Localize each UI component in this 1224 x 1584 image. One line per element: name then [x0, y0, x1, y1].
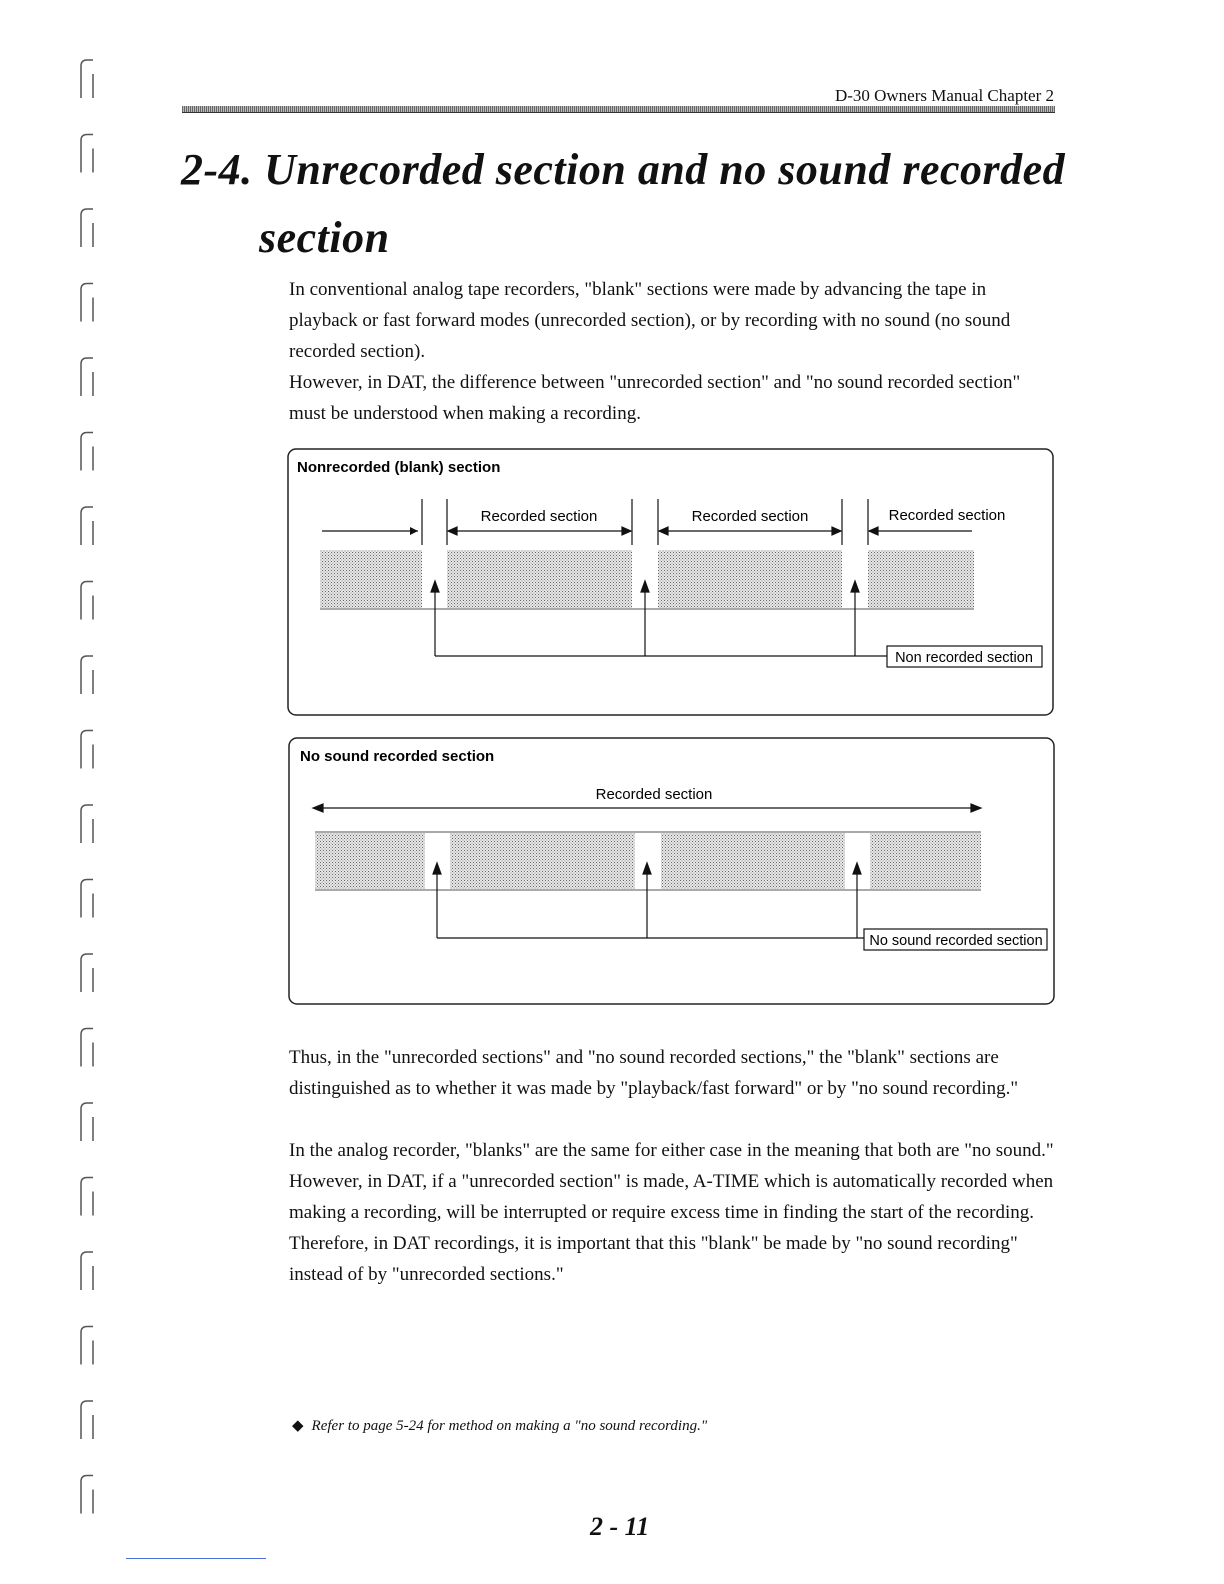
binder-ring — [81, 1327, 93, 1365]
binder-ring — [81, 358, 93, 396]
segment-arrows — [448, 527, 972, 535]
intro-text — [289, 274, 1059, 429]
binder-ring — [81, 209, 93, 247]
figure-no-sound-recorded-section — [287, 736, 1057, 1008]
header-rule — [182, 106, 1055, 113]
binder-ring — [81, 805, 93, 843]
body-text — [289, 1042, 1059, 1290]
figure1-title: Nonrecorded (blank) section — [297, 459, 501, 476]
figure2-diagram — [287, 736, 1057, 1008]
section-title-line1: Unrecorded section and no sound recorded — [264, 145, 1066, 194]
intro-paragraph-2: However, in DAT, the difference between "unrecorded section" and "no sound recorded section" must be understood when making a recording. — [289, 372, 1021, 424]
binder-ring — [81, 1401, 93, 1439]
binder-ring — [81, 1476, 93, 1514]
binder-ring — [81, 135, 93, 173]
section-title-line2: section — [259, 213, 390, 262]
figure-nonrecorded-section — [286, 447, 1056, 719]
figure1-segment-label-3: Recorded section — [888, 507, 1006, 524]
binder-rings-decoration — [78, 56, 98, 1536]
figure2-tape-blocks — [315, 833, 981, 889]
figure2-title: No sound recorded section — [300, 748, 495, 765]
figure2-span-arrow — [313, 804, 981, 812]
figure1-diagram — [286, 447, 1056, 719]
binder-ring — [81, 1103, 93, 1141]
binder-ring — [81, 1178, 93, 1216]
body-paragraph-4: Therefore, in DAT recordings, it is important that this "blank" be made by "no sound recording" instead of by "unrecorded sections." — [289, 1233, 1018, 1285]
binder-ring — [81, 1029, 93, 1067]
page-number: 2 - 11 — [590, 1512, 650, 1541]
binder-ring — [81, 731, 93, 769]
section-number: 2-4. — [181, 145, 253, 194]
figure1-segment-label-2: Recorded section — [691, 508, 809, 525]
lead-in-arrowhead — [410, 527, 418, 535]
section-title — [181, 144, 1065, 195]
binder-ring — [81, 433, 93, 471]
footer-line — [126, 1558, 266, 1559]
binder-ring — [81, 284, 93, 322]
body-paragraph-2: In the analog recorder, "blanks" are the same for either case in the meaning that both are "no sound." — [289, 1140, 1054, 1161]
binder-ring — [81, 507, 93, 545]
binder-ring — [81, 1252, 93, 1290]
reference-note — [292, 1416, 707, 1435]
body-paragraph-1: Thus, in the "unrecorded sections" and "no sound recorded sections," the "blank" sections are distinguished as to whether it was made by "playback/fast forward" or by "no sound recording." — [289, 1047, 1019, 1099]
binder-ring — [81, 582, 93, 620]
figure2-span-label: Recorded section — [595, 786, 713, 803]
figure1-tape-blocks — [320, 550, 974, 608]
binder-ring — [81, 880, 93, 918]
figure1-segment-label-1: Recorded section — [480, 508, 598, 525]
body-paragraph-3: However, in DAT, if a "unrecorded section" is made, A-TIME which is automatically recorded when making a recording, will be interrupted or require excess time in finding the start of the recording. — [289, 1171, 1054, 1223]
running-header: D-30 Owners Manual Chapter 2 — [834, 86, 1054, 105]
binder-ring — [81, 656, 93, 694]
diamond-bullet-icon: ◆ — [292, 1418, 304, 1434]
binder-ring — [81, 954, 93, 992]
figure2-callout: No sound recorded section — [869, 933, 1043, 949]
binder-ring — [81, 60, 93, 98]
intro-paragraph-1: In conventional analog tape recorders, "blank" sections were made by advancing the tape in playback or fast forward modes (unrecorded section), or by recording with no sound (no sound recorded section). — [289, 279, 1011, 362]
reference-note-text: Refer to page 5-24 for method on making a "no sound recording." — [311, 1418, 708, 1434]
figure1-callout: Non recorded section — [895, 650, 1033, 666]
